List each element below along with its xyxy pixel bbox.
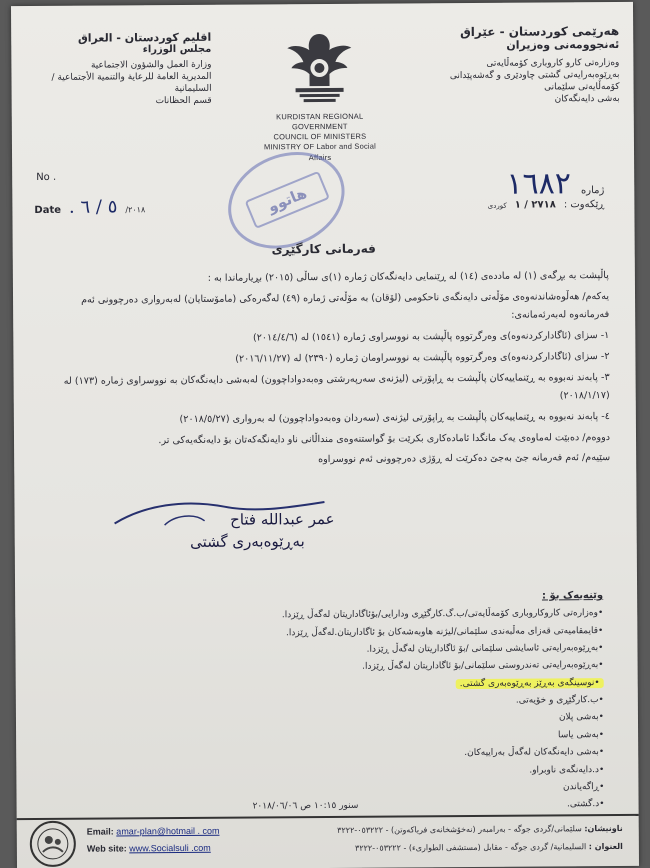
address-ar: السليمانية/ گردی جوگە - مقابل (مستشفى الطوارىء) - ٠٥٣٢٢٢-٣٢٢٢ [354,841,587,853]
body-paragraph: ٤- پابەند نەبووە بە ڕێنماییەکان پاڵپشت بە ڕاپۆرتی لیژنەی (سەردان وەبەدواداچوون) لە بەرواری (٢٠١٨/٥/٢٧) [179,410,610,425]
organization-seal-icon [29,820,77,868]
distribution-item: •ب.کارگێڕی و خۆیەتی. [515,695,604,706]
distribution-item: •بەشی یاسا [557,729,605,741]
header-arabic [21,31,212,109]
document-page [11,2,639,868]
header-kurdish [389,24,620,107]
body-paragraph: ٢- سزای (ئاگادارکردنەوە)ی وەرگرتووە پاڵپشت بە نووسراومان ژمارە (٢٣٩٠) لە (٢٠١٦/١١/٢٧) [235,350,610,365]
distribution-item: •بەڕێوەبەرایەتی تەندروستی سلێمانی/بۆ ئاگاداریتان لەگەڵ ڕێزدا. [362,660,604,673]
distribution-item: •د.دایەنگەی ناوبراو. [529,764,605,776]
no-label: No . [36,171,57,184]
header-arabic-line: المديرية العامة للرعاية والتنمية الأجتماعية / [51,71,212,84]
distribution-item-highlighted: •نوسینگەی بەڕێز بەڕێوەبەری گشتی. [456,678,604,689]
header-arabic-line: وزارة العمل والشؤون الاجتماعية [90,59,212,71]
document-body [41,267,610,474]
stamp-text: هاتوو [245,171,330,229]
distribution-item: •وەزارەتی کاروکاروباری کۆمەڵایەتی/ب.گ.کارگێڕی ودارایی/بۆئاگاداریتان لەگەڵ ڕێزدا. [281,608,604,621]
signatory-name: عمر عبدالله فتاح [230,509,335,529]
header-arabic-line: السليمانية [174,84,212,95]
header-arabic-title: اقليم كوردستان - العراق [77,30,212,45]
document-title: فەرمانی کارگێڕی [271,241,376,257]
email-link[interactable]: amar-plan@hotmail . com [116,825,220,837]
body-paragraph: سێیەم/ ئەم فەرمانە جێ بەجێ دەکرێت لە ڕۆژی دەرچوونی ئەم نووسراوە [318,452,611,466]
header-kurdish-line: کۆمەڵایەتی سلێمانی [544,82,620,93]
logo-text-ministry: MINISTRY OF Labor and Social Affairs [263,142,377,162]
header-arabic-subtitle: مجلس الوزراء [142,43,212,56]
header-kurdish-line: بەشی دایەنگەکان [554,94,620,105]
reference-suffix: کوردی [487,201,507,210]
number-label: ژمارە [580,185,605,197]
logo-text-krg: KURDISTAN REGIONAL GOVERNMENT [276,111,364,132]
body-paragraph: یەکەم/ هەڵوەشاندنەوەی مۆڵەتی دایەنگەی ناحکومی (لۆقان) بە مۆڵەتی ژمارە (٤٩) لەگەرەکی (مامۆستایان) لەبەرواری دەرچوونی ئەم فەرمانەوە لەبەرئەمانەی: [81,290,610,322]
government-logo [259,28,380,163]
distribution-list [43,586,605,818]
timestamp-line: سنور ١٠:١٥ ص ٢٠١٨/٠٦/٠٦ [252,800,359,812]
header-arabic-line: قسم الحظانات [155,96,212,107]
header-kurdish-line: وەزارەتی کارو کاروباری کۆمەڵایەتی [486,57,620,69]
distribution-item: •بەڕێوەبەرایەتی ئاسایشی سلێمانی /بۆ ئاگاداریتان لەگەڵ ڕێزدا. [366,643,604,655]
footer-address [193,820,623,858]
signature-block [105,510,335,552]
header-kurdish-subtitle: ئەنجوومەنی وەزیران [506,37,620,52]
body-paragraph: ١- سزای (ئاگادارکردنەوە)ی وەرگرتووە پاڵپشت بە نووسراوی ژمارە (١٥٤١) لە (٢٠١٤/٤/٦) [252,330,610,344]
body-paragraph: ٣- پابەند نەبووە بە ڕێنماییەکان پاڵپشت بە ڕاپۆرتی (لیژنەی سەرپەرشتی وەبەدواداچوون) لەبەشی دایەنگەکان بە نووسراوی ژمارە (١٧٣) لە (٢٠١٨/١/١٧) [63,371,610,402]
eagle-emblem-icon [259,28,380,109]
date-label: Date [34,204,62,217]
header-kurdish-title: هەرێمی کوردستان - عێراق [459,23,620,40]
distribution-item: •بەشی پلان [558,712,605,723]
date-year: /٢٠١٨ [125,205,146,215]
website-label: Web site: [86,843,127,854]
number-value: ١٦٨٢ [506,166,572,202]
address-ku-label: ناونیشان: [584,823,623,834]
reference-value: ٢٧١٨ / ١ [514,199,556,211]
signatory-role: بەڕێوەبەری گشتی [189,532,305,551]
header-kurdish-line: بەڕێوەبەرایەتی گشتی چاودێری و گەشەپێدانی [449,70,620,82]
date-value: . ٥ / ٦ [68,196,118,218]
signature-scribble-icon [104,494,334,536]
reference-label: ڕێکەوت : [563,199,605,211]
website-link[interactable]: www.Socialsuli .com [129,842,211,854]
meta-no-date [34,171,145,218]
address-ku: سلێمانی/گردی جوگە - بەرامبەر (نەخۆشخانەی فریاکەوتن) - ٠٥٣٢٢٢-٣٢٢٢ [337,824,582,835]
distribution-item: •ڕاگەیاندن [562,781,605,793]
body-paragraph: پاڵپشت بە بڕگەی (١) لە ماددەی (١٤) لە ڕێنمایی دایەنگەکان ژمارە (١)ی ساڵی (٢٠١٥) بڕیارماندا بە : [207,270,609,284]
address-ar-label: العنوان : [588,841,623,851]
meta-number-reference [487,166,604,211]
body-paragraph: دووەم/ دەبێت لەماوەی یەک مانگدا ئامادەکاری بکرێت بۆ گواستنەوەی منداڵانی ناو دایەنگەکەتان بۆ دایەنگەیەکی تر. [158,431,611,446]
distribution-heading: وێنەیەک بۆ : [541,590,604,602]
email-label: Email: [86,826,114,837]
distribution-item: •د.گشتی. [566,799,605,810]
distribution-item: •قایمقامیەتی قەزای مەڵبەندی سلێمانی/لیژنە هاوبەشەکان بۆ ئاگاداریتان.لەگەڵ ڕێزدا. [285,625,604,638]
distribution-item: •بەشی دایەنگەکان لەگەڵ بەراییەکان. [464,747,605,759]
logo-text-council: COUNCIL OF MINISTERS [273,131,367,142]
